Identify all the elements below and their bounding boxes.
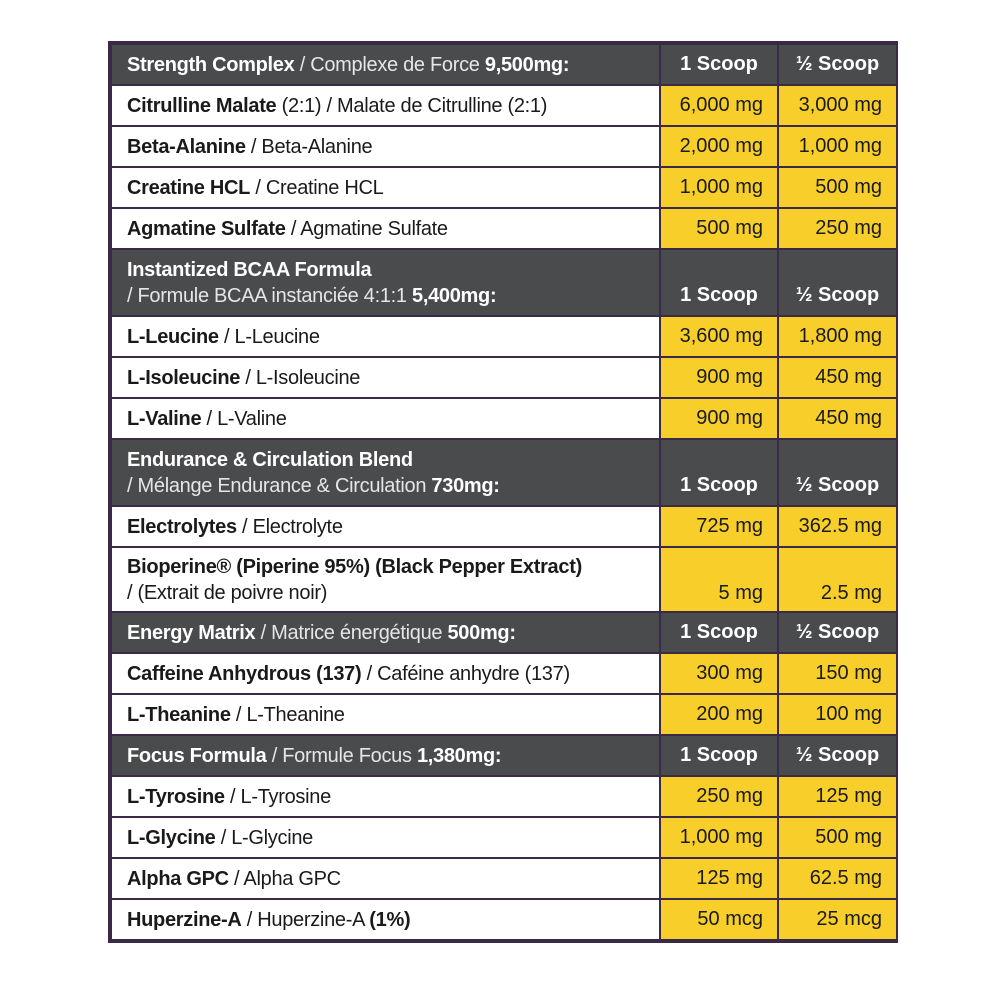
amount-half-scoop: 250 mg [778, 208, 897, 249]
section-amount: 500mg: [447, 621, 516, 644]
amount-half-scoop: 150 mg [778, 653, 897, 694]
ingredient-english: Alpha GPC [127, 867, 229, 890]
ingredient-french: / L-Isoleucine [240, 366, 361, 389]
section-header [111, 735, 897, 776]
column-header-half-scoop: ½ Scoop [778, 612, 897, 653]
section-amount: 1,380mg: [416, 744, 502, 767]
section-title [111, 44, 660, 85]
ingredient-row [111, 776, 897, 817]
ingredient-name [111, 357, 660, 398]
amount-half-scoop: 3,000 mg [778, 85, 897, 126]
amount-half-scoop: 25 mcg [778, 899, 897, 940]
section-amount: 9,500mg: [484, 53, 570, 76]
ingredient-row [111, 167, 897, 208]
section-amount: 5,400mg: [412, 284, 497, 307]
column-header-1-scoop: 1 Scoop [660, 249, 778, 316]
amount-1-scoop: 900 mg [660, 357, 778, 398]
amount-1-scoop: 500 mg [660, 208, 778, 249]
ingredient-name [111, 547, 660, 612]
ingredient-french: / Caféine anhydre (137) [361, 662, 570, 685]
ingredient-ratio: (2:1) [276, 94, 322, 117]
ingredient-line [127, 661, 659, 687]
section-title [111, 439, 660, 506]
section-translation: / Formule BCAA instanciée 4:1:1 [127, 284, 412, 307]
ingredient-line [127, 702, 659, 728]
amount-half-scoop: 62.5 mg [778, 858, 897, 899]
section-title [111, 612, 660, 653]
amount-1-scoop: 125 mg [660, 858, 778, 899]
ingredient-line [127, 866, 659, 892]
ingredient-name [111, 817, 660, 858]
supplement-facts-table [108, 41, 898, 943]
ingredient-french: / L-Tyrosine [224, 785, 331, 808]
section-name: Strength Complex [127, 53, 295, 76]
ingredient-line [127, 93, 659, 119]
amount-1-scoop: 5 mg [660, 547, 778, 612]
section-name: Focus Formula [127, 744, 267, 767]
ingredient-line [127, 175, 659, 201]
ingredient-french: / Beta-Alanine [245, 135, 373, 158]
ingredient-english: L-Theanine [127, 703, 231, 726]
ingredient-line [127, 825, 659, 851]
amount-half-scoop: 100 mg [778, 694, 897, 735]
ingredient-name [111, 167, 660, 208]
ingredient-line [127, 406, 659, 432]
ingredient-row [111, 208, 897, 249]
ingredient-french: / Huperzine-A [241, 908, 370, 931]
ingredient-name [111, 694, 660, 735]
ingredient-french: / Creatine HCL [250, 176, 384, 199]
column-header-half-scoop: ½ Scoop [778, 735, 897, 776]
section-translation: / Mélange Endurance & Circulation [127, 474, 432, 497]
section-title-line [127, 620, 659, 646]
amount-half-scoop: 1,000 mg [778, 126, 897, 167]
section-translation: / Formule Focus [266, 744, 417, 767]
ingredient-english: Creatine HCL [127, 176, 251, 199]
ingredient-line [127, 134, 659, 160]
ingredient-name [111, 398, 660, 439]
ingredient-row [111, 398, 897, 439]
amount-half-scoop: 450 mg [778, 398, 897, 439]
ingredient-french: / (Extrait de poivre noir) [127, 581, 328, 604]
amount-half-scoop: 1,800 mg [778, 316, 897, 357]
section-header [111, 249, 897, 316]
section-title-line-2 [127, 473, 659, 499]
ingredient-english: L-Isoleucine [127, 366, 241, 389]
ingredient-english: Beta-Alanine [127, 135, 246, 158]
ingredient-english: Caffeine Anhydrous (137) [127, 662, 362, 685]
column-header-half-scoop: ½ Scoop [778, 249, 897, 316]
ingredient-row [111, 316, 897, 357]
amount-1-scoop: 6,000 mg [660, 85, 778, 126]
section-title-line [127, 257, 659, 283]
ingredient-line [127, 216, 659, 242]
ingredient-name [111, 85, 660, 126]
ingredient-english: L-Valine [127, 407, 202, 430]
amount-1-scoop: 2,000 mg [660, 126, 778, 167]
amount-1-scoop: 900 mg [660, 398, 778, 439]
section-title-line-2 [127, 283, 659, 309]
amount-half-scoop: 450 mg [778, 357, 897, 398]
column-header-1-scoop: 1 Scoop [660, 735, 778, 776]
amount-half-scoop: 362.5 mg [778, 506, 897, 547]
section-name: Instantized BCAA Formula [127, 258, 372, 281]
section-translation: / Matrice énergétique [255, 621, 448, 644]
column-header-half-scoop: ½ Scoop [778, 44, 897, 85]
column-header-1-scoop: 1 Scoop [660, 612, 778, 653]
ingredient-english: Bioperine® (Piperine 95%) (Black Pepper Extract) [127, 555, 582, 578]
section-title [111, 735, 660, 776]
ingredient-english: Agmatine Sulfate [127, 217, 286, 240]
ingredient-name [111, 208, 660, 249]
amount-1-scoop: 200 mg [660, 694, 778, 735]
ingredient-name [111, 126, 660, 167]
amount-1-scoop: 300 mg [660, 653, 778, 694]
ingredient-english: Huperzine-A [127, 908, 242, 931]
section-header [111, 439, 897, 506]
section-title-line [127, 52, 659, 78]
ingredient-french: / L-Theanine [230, 703, 345, 726]
ingredient-name [111, 776, 660, 817]
ingredient-row [111, 899, 897, 940]
section-amount: 730mg: [431, 474, 500, 497]
table-body [111, 44, 897, 940]
ingredient-french: / L-Valine [201, 407, 287, 430]
ingredient-french: / L-Leucine [218, 325, 320, 348]
section-header [111, 44, 897, 85]
amount-1-scoop: 50 mcg [660, 899, 778, 940]
ingredient-english: L-Glycine [127, 826, 216, 849]
ingredient-row [111, 858, 897, 899]
ingredient-row [111, 694, 897, 735]
column-header-1-scoop: 1 Scoop [660, 44, 778, 85]
amount-1-scoop: 725 mg [660, 506, 778, 547]
section-name: Energy Matrix [127, 621, 256, 644]
amount-half-scoop: 500 mg [778, 817, 897, 858]
ingredient-english: L-Leucine [127, 325, 219, 348]
ingredient-english: Citrulline Malate [127, 94, 277, 117]
section-title-line [127, 447, 659, 473]
ingredient-name [111, 858, 660, 899]
amount-half-scoop: 500 mg [778, 167, 897, 208]
ingredient-name [111, 316, 660, 357]
amount-half-scoop: 125 mg [778, 776, 897, 817]
ingredient-name [111, 899, 660, 940]
ingredient-french: / Alpha GPC [228, 867, 341, 890]
amount-1-scoop: 3,600 mg [660, 316, 778, 357]
ingredient-line [127, 365, 659, 391]
amount-1-scoop: 1,000 mg [660, 167, 778, 208]
ingredient-row [111, 653, 897, 694]
ingredient-line [127, 324, 659, 350]
section-title-line [127, 743, 659, 769]
ingredient-name [111, 653, 660, 694]
ingredient-french: / Malate de Citrulline (2:1) [321, 94, 548, 117]
amount-1-scoop: 1,000 mg [660, 817, 778, 858]
amount-1-scoop: 250 mg [660, 776, 778, 817]
ingredient-row [111, 85, 897, 126]
section-header [111, 612, 897, 653]
ingredient-percent: (1%) [369, 908, 411, 931]
section-name: Endurance & Circulation Blend [127, 448, 413, 471]
ingredient-english: L-Tyrosine [127, 785, 225, 808]
amount-half-scoop: 2.5 mg [778, 547, 897, 612]
section-translation: / Complexe de Force [294, 53, 485, 76]
ingredient-row [111, 357, 897, 398]
ingredient-row [111, 506, 897, 547]
ingredient-line [127, 784, 659, 810]
ingredient-row [111, 817, 897, 858]
ingredient-english: Electrolytes [127, 515, 237, 538]
ingredient-french: / Agmatine Sulfate [285, 217, 448, 240]
ingredient-row [111, 126, 897, 167]
ingredient-name [111, 506, 660, 547]
ingredient-french: / Electrolyte [236, 515, 343, 538]
section-title [111, 249, 660, 316]
ingredient-line [127, 907, 659, 933]
ingredient-line [127, 514, 659, 540]
column-header-half-scoop: ½ Scoop [778, 439, 897, 506]
ingredient-french: / L-Glycine [215, 826, 313, 849]
column-header-1-scoop: 1 Scoop [660, 439, 778, 506]
ingredient-row [111, 547, 897, 612]
ingredient-line [127, 554, 659, 580]
